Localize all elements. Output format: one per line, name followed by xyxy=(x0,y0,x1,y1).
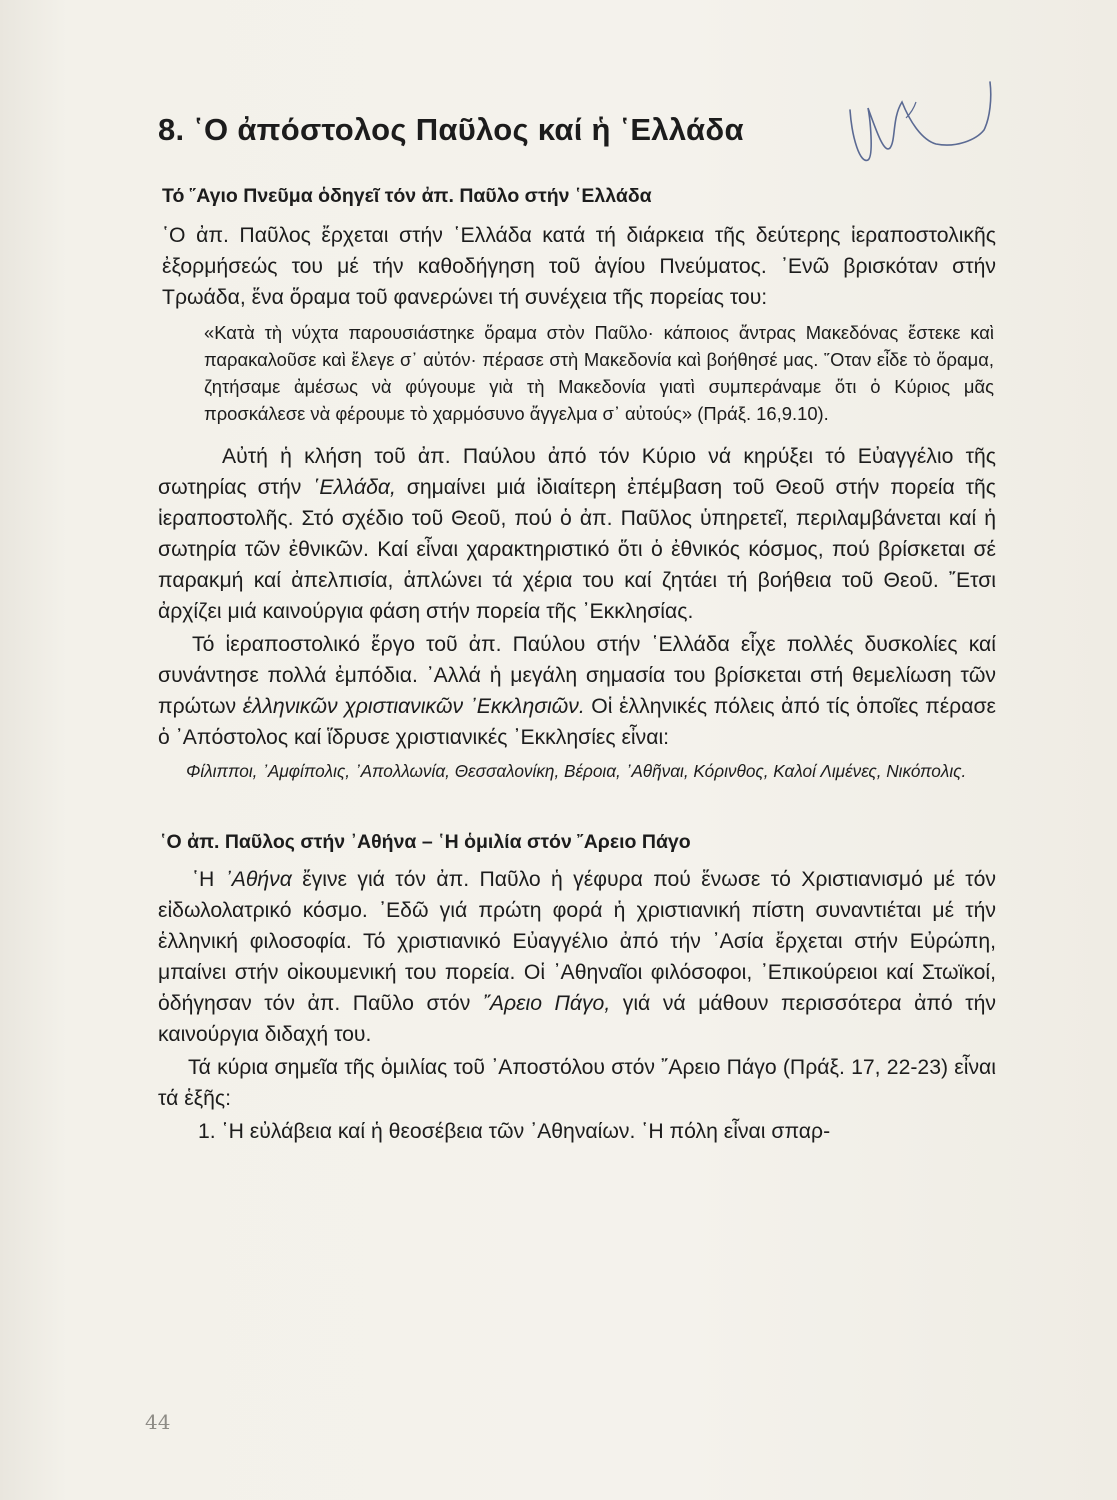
page-content xyxy=(158,108,996,1147)
text-span: Οἱ ἑλληνικές πόλεις ἀπό τίς ὁποῖες πέρασε ὁ ᾿Απόστολος καί ἵδρυσε χριστιανικές ᾿Εκκλησίες εἶναι: xyxy=(158,695,996,749)
text-span: γιά νά μάθουν περισσότερα ἀπό τήν καινούργια διδαχή του. xyxy=(158,992,996,1046)
emphasis-churches: ἑλληνικῶν χριστιανικῶν ᾿Εκκλησιῶν. xyxy=(242,695,585,718)
emphasis-greece: ῾Ελλάδα, xyxy=(312,476,396,499)
list-item-1: 1. ῾Η εὐλάβεια καί ἡ θεοσέβεια τῶν ᾿Αθηναίων. ῾Η πόλη εἶναι σπαρ- xyxy=(198,1120,831,1143)
section-heading-holy-spirit: Τό ῞Αγιο Πνεῦμα ὁδηγεῖ τόν ἀπ. Παῦλο στήν ῾Ελλάδα xyxy=(162,185,652,207)
text-span: Τό ἱεραποστολικό ἔργο τοῦ ἀπ. Παύλου στήν ῾Ελλάδα εἶχε πολλές δυσκολίες καί συνάντησε πολλά ἐμπόδια. ᾿Αλλά ἡ μεγάλη σημασία του βρίσκεται στή θεμελίωση τῶν πρώτων xyxy=(158,633,996,718)
paragraph-intro: ῾Ο ἀπ. Παῦλος ἔρχεται στήν ῾Ελλάδα κατά τή διάρκεια τῆς δεύτερης ἱεραποστολικῆς ἐξορμήσεώς του μέ τήν καθοδήγηση τοῦ ἁγίου Πνεύματος. ᾿Ενῶ βρισκόταν στήν Τρωάδα, ἕνα ὅραμα τοῦ φανερώνει τή συνέχεια τῆς πορείας του: xyxy=(162,224,996,309)
quote-acts: «Κατὰ τὴ νύχτα παρουσιάστηκε ὅραμα στὸν Παῦλο· κάποιος ἄντρας Μακεδόνας ἔστεκε καὶ παρακαλοῦσε καὶ ἔλεγε σ᾿ αὐτόν· πέρασε στὴ Μακεδονία καὶ βοήθησέ μας. ῞Οταν εἶδε τὸ ὅραμα, ζητήσαμε ἀμέσως νὰ φύγουμε γιὰ τὴ Μακεδονία γιατὶ συμπεράναμε ὅτι ὁ Κύριος μᾶς προσκάλεσε νὰ φέρουμε τὸ χαρμόσυνο ἄγγελμα σ᾿ αὐτούς» (Πράξ. 16,9.10). xyxy=(204,322,994,424)
emphasis-areopagus: ῎Αρειο Πάγο, xyxy=(482,992,611,1015)
text-span: Αὐτή ἡ κλήση τοῦ ἀπ. Παύλου ἀπό τόν Κύριο νά κηρύξει τό Εὐαγγέλιο τῆς σωτηρίας στήν xyxy=(158,445,996,499)
paragraph-main-points: Τά κύρια σημεῖα τῆς ὁμιλίας τοῦ ᾿Αποστόλου στόν ῎Αρειο Πάγο (Πράξ. 17, 22-23) εἶναι τά ἑξῆς: xyxy=(158,1056,996,1110)
text-span: σημαίνει μιά ἰδιαίτερη ἐπέμβαση τοῦ Θεοῦ στήν πορεία τῆς ἱεραποστολῆς. Στό σχέδιο τοῦ Θεοῦ, πού ὁ ἀπ. Παῦλος ὑπηρετεῖ, περιλαμβάνεται καί ἡ σωτηρία τῶν ἐθνικῶν. Καί εἶναι χαρακτηριστικό ὅτι ὁ ἐθνικός κόσμος, πού βρίσκεται σέ παρακμή καί ἀπελπισία, ἁπλώνει τά χέρια του καί ζητάει τή βοήθεια τοῦ Θεοῦ. ῎Ετσι ἀρχίζει μιά καινούργια φάση στήν πορεία τῆς ᾿Εκκλησίας. xyxy=(158,476,996,623)
paragraph-missionary-work xyxy=(158,629,996,753)
text-span: ῾Η xyxy=(192,868,225,891)
paragraph-athens xyxy=(158,864,996,1050)
chapter-title: 8. ῾Ο ἀπόστολος Παῦλος καί ἡ ῾Ελλάδα xyxy=(158,112,744,147)
paragraph-calling xyxy=(158,441,996,627)
text-span: ἔγινε γιά τόν ἀπ. Παῦλο ἡ γέφυρα πού ἕνωσε τό Χριστιανισμό μέ τόν εἰδωλολατρικό κόσμο. ᾿Εδῶ γιά πρώτη φορά ἡ χριστιανική πίστη συναντιέται μέ τήν ἑλληνική φιλοσοφία. Τό χριστιανικό Εὐαγγέλιο ἀπό τήν ᾿Ασία ἔρχεται στήν Εὐρώπη, μπαίνει στήν οἰκουμενική του πορεία. Οἱ ᾿Αθηναῖοι φιλόσοφοι, ᾿Επικούρειοι καί Στωϊκοί, ὁδήγησαν τόν ἀπ. Παῦλο στόν xyxy=(158,868,996,1015)
city-list: Φίλιπποι, ᾿Αμφίπολις, ᾿Απολλωνία, Θεσσαλονίκη, Βέροια, ᾿Αθῆναι, Κόρινθος, Καλοί Λιμένες, Νικόπολις. xyxy=(186,761,967,781)
section-heading-athens: ῾Ο ἀπ. Παῦλος στήν ᾿Αθήνα – ῾Η ὁμιλία στόν ῎Αρειο Πάγο xyxy=(160,831,691,853)
emphasis-athens: ᾿Αθήνα xyxy=(224,868,292,891)
page-number: 44 xyxy=(145,1410,171,1434)
